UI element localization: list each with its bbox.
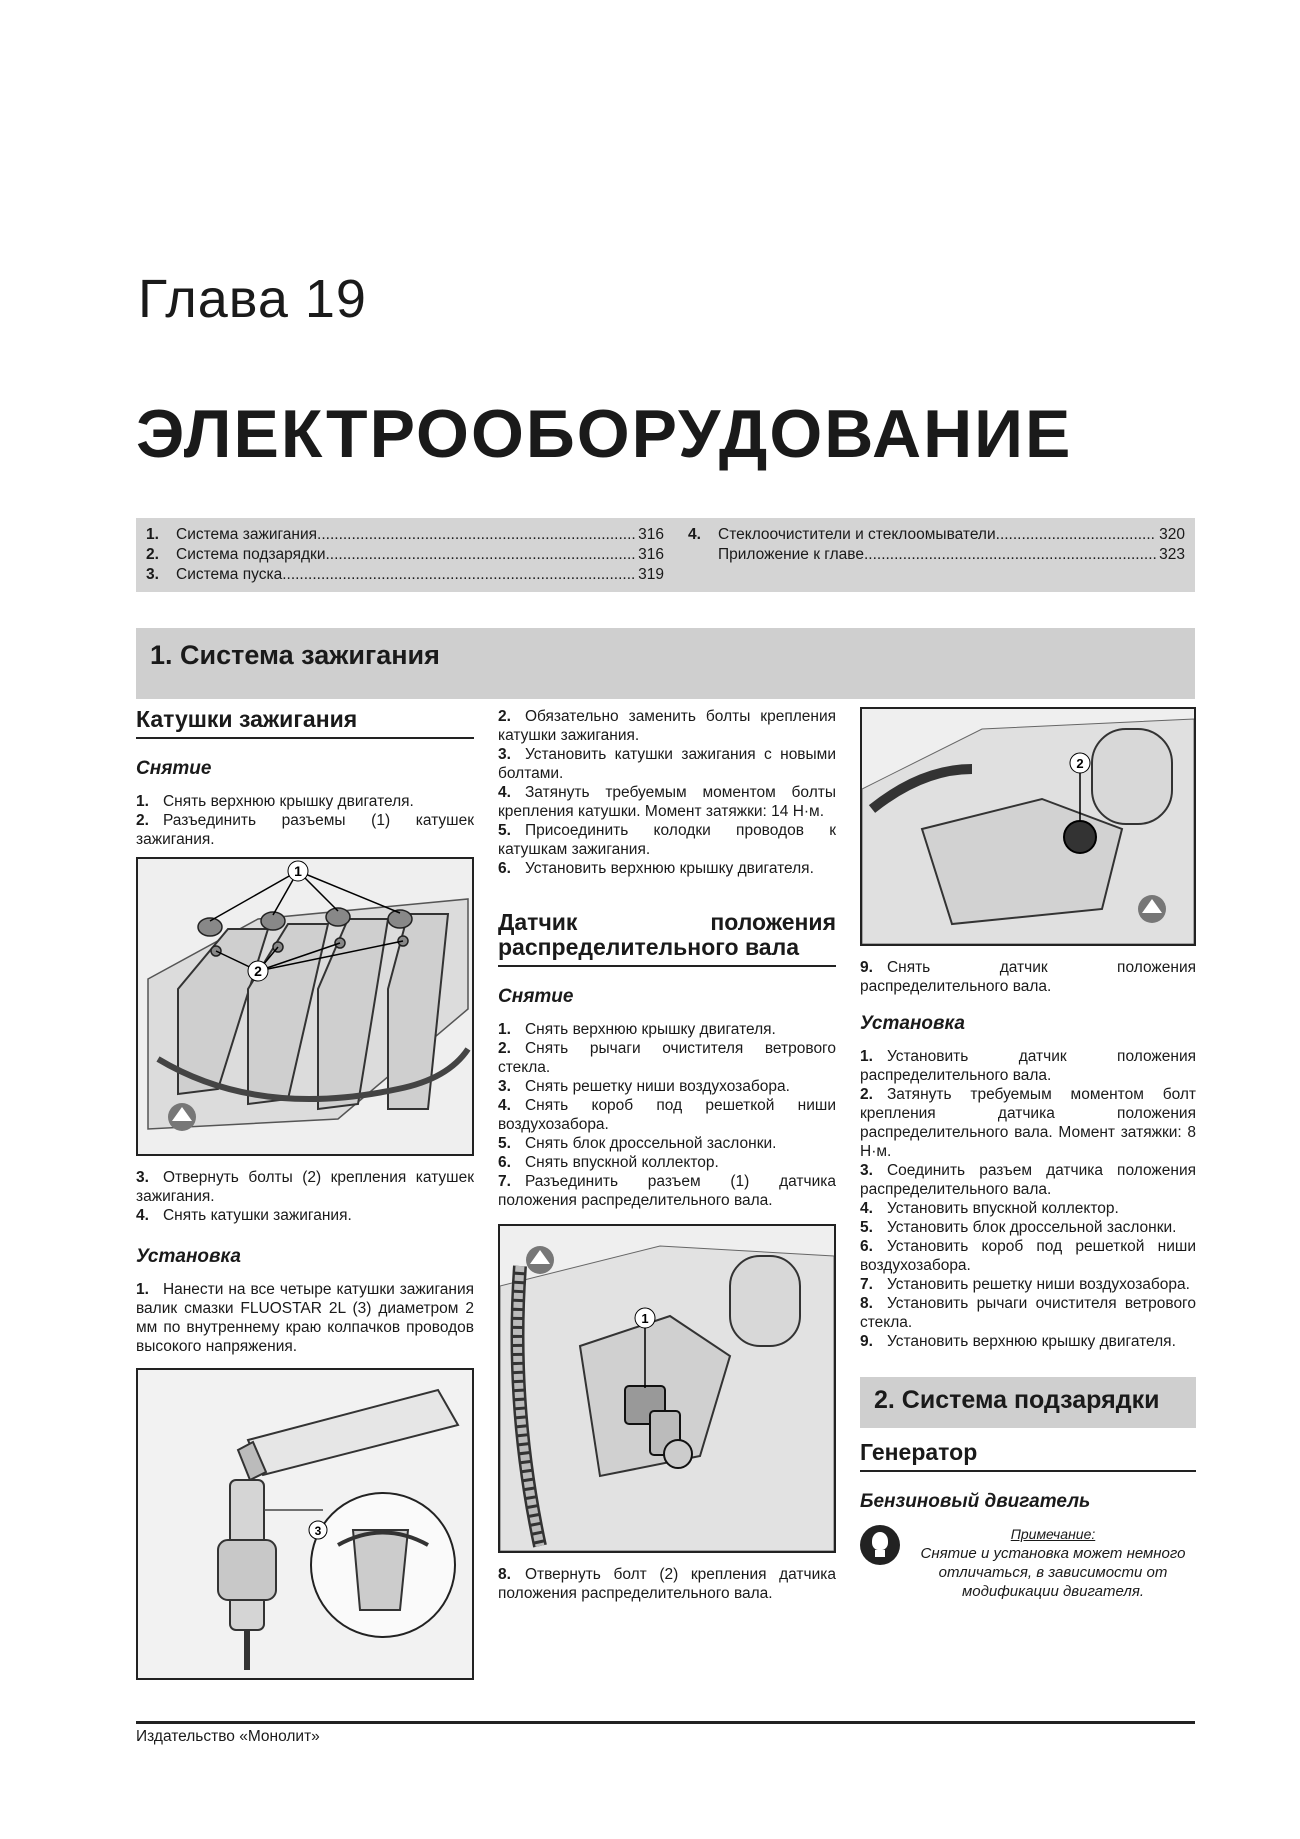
step: 9. Установить верхнюю крышку двигателя. [860, 1333, 1176, 1350]
step: 2. Затянуть требуемым моментом болт крепления датчика положения распределительного вала. Момент затяжки: 8 Н·м. [860, 1086, 1196, 1160]
step: 6. Установить короб под решеткой ниши воздухозабора. [860, 1238, 1196, 1274]
chapter-number: Глава 19 [138, 269, 367, 329]
callout-label: 1 [294, 863, 302, 879]
figure-sensor-bolt [860, 707, 1196, 946]
subsection-heading: Катушки зажигания [136, 707, 474, 739]
step: 6. Снять впускной коллектор. [498, 1154, 719, 1171]
publisher-logo-icon [526, 1246, 554, 1274]
removal-heading: Снятие [498, 986, 574, 1007]
lightbulb-icon [860, 1525, 900, 1565]
publisher-logo-icon [1138, 895, 1166, 923]
step: 4. Снять короб под решеткой ниши воздухозабора. [498, 1097, 836, 1133]
step: 7. Установить решетку ниши воздухозабора. [860, 1276, 1190, 1293]
install-heading: Установка [136, 1246, 241, 1267]
step: 1. Снять верхнюю крышку двигателя. [136, 793, 414, 810]
engine-type-heading: Бензиновый двигатель [860, 1491, 1091, 1512]
callout-label: 1 [641, 1311, 649, 1326]
toc-item[interactable]: 2. Система подзарядки ..... 316 [146, 546, 664, 564]
note-text: Снятие и установка может немного отличаться, в зависимости от модификации двигателя. [920, 1545, 1186, 1600]
figure-ignition-coils [136, 857, 474, 1156]
column-2 [498, 707, 836, 1603]
toc-item[interactable]: Приложение к главе ..... 323 [688, 546, 1185, 564]
step: 4. Снять катушки зажигания. [136, 1207, 352, 1224]
table-of-contents [136, 518, 1195, 592]
step: 7. Разъединить разъем (1) датчика положения распределительного вала. [498, 1173, 836, 1209]
step: 1. Установить датчик положения распределительного вала. [860, 1048, 1196, 1084]
step: 1. Нанести на все четыре катушки зажигания валик смазки FLUOSTAR 2L (3) диаметром 2 мм по внутреннему краю колпачков проводов высокого напряжения. [136, 1281, 474, 1355]
step: 2. Разъединить разъемы (1) катушек зажигания. [136, 812, 474, 848]
chapter-title: ЭЛЕКТРООБОРУДОВАНИЕ [136, 396, 1073, 472]
step: 5. Снять блок дроссельной заслонки. [498, 1135, 777, 1152]
subsection-heading: Генератор [860, 1440, 1196, 1472]
install-heading: Установка [860, 1013, 965, 1034]
step: 3. Отвернуть болты (2) крепления катушек зажигания. [136, 1169, 474, 1205]
step: 4. Затянуть требуемым моментом болты крепления катушки. Момент затяжки: 14 Н·м. [498, 784, 836, 820]
step: 9. Снять датчик положения распределительного вала. [860, 959, 1196, 995]
step: 5. Установить блок дроссельной заслонки. [860, 1219, 1177, 1236]
publisher-logo-icon [168, 1103, 196, 1131]
toc-item[interactable]: 4. Стеклоочистители и стеклоомыватели ..... 320 [688, 526, 1185, 544]
step: 3. Снять решетку ниши воздухозабора. [498, 1078, 790, 1095]
toc-item[interactable]: 1. Система зажигания ..... 316 [146, 526, 664, 544]
step: 2. Снять рычаги очистителя ветрового стекла. [498, 1040, 836, 1076]
step: 1. Снять верхнюю крышку двигателя. [498, 1021, 776, 1038]
step: 3. Соединить разъем датчика положения распределительного вала. [860, 1162, 1196, 1198]
column-1 [136, 707, 474, 1680]
figure-grease-application [136, 1368, 474, 1680]
step: 5. Присоединить колодки проводов к катушкам зажигания. [498, 822, 836, 858]
step: 6. Установить верхнюю крышку двигателя. [498, 860, 814, 877]
step: 4. Установить впускной коллектор. [860, 1200, 1119, 1217]
step: 3. Установить катушки зажигания с новыми болтами. [498, 746, 836, 782]
note-label: Примечание: [1010, 1526, 1096, 1542]
section-header-charging: 2. Система подзарядки [860, 1377, 1196, 1428]
toc-item[interactable]: 3. Система пуска ..... 319 [146, 566, 664, 584]
callout-label: 2 [1076, 756, 1084, 771]
column-3 [860, 707, 1196, 1601]
note-block [860, 1525, 1196, 1601]
removal-heading: Снятие [136, 758, 212, 779]
figure-sensor-connector [498, 1224, 836, 1553]
step: 8. Установить рычаги очистителя ветрового стекла. [860, 1295, 1196, 1331]
callout-label: 3 [314, 1524, 322, 1538]
step: 8. Отвернуть болт (2) крепления датчика положения распределительного вала. [498, 1566, 836, 1602]
section-header-ignition: 1. Система зажигания [136, 628, 1195, 699]
callout-label: 2 [254, 963, 262, 979]
publisher-footer: Издательство «Монолит» [136, 1728, 320, 1745]
step: 2. Обязательно заменить болты крепления катушки зажигания. [498, 708, 836, 744]
subsection-heading: Датчик положения распределительного вала [498, 910, 836, 967]
footer-divider [136, 1721, 1195, 1724]
